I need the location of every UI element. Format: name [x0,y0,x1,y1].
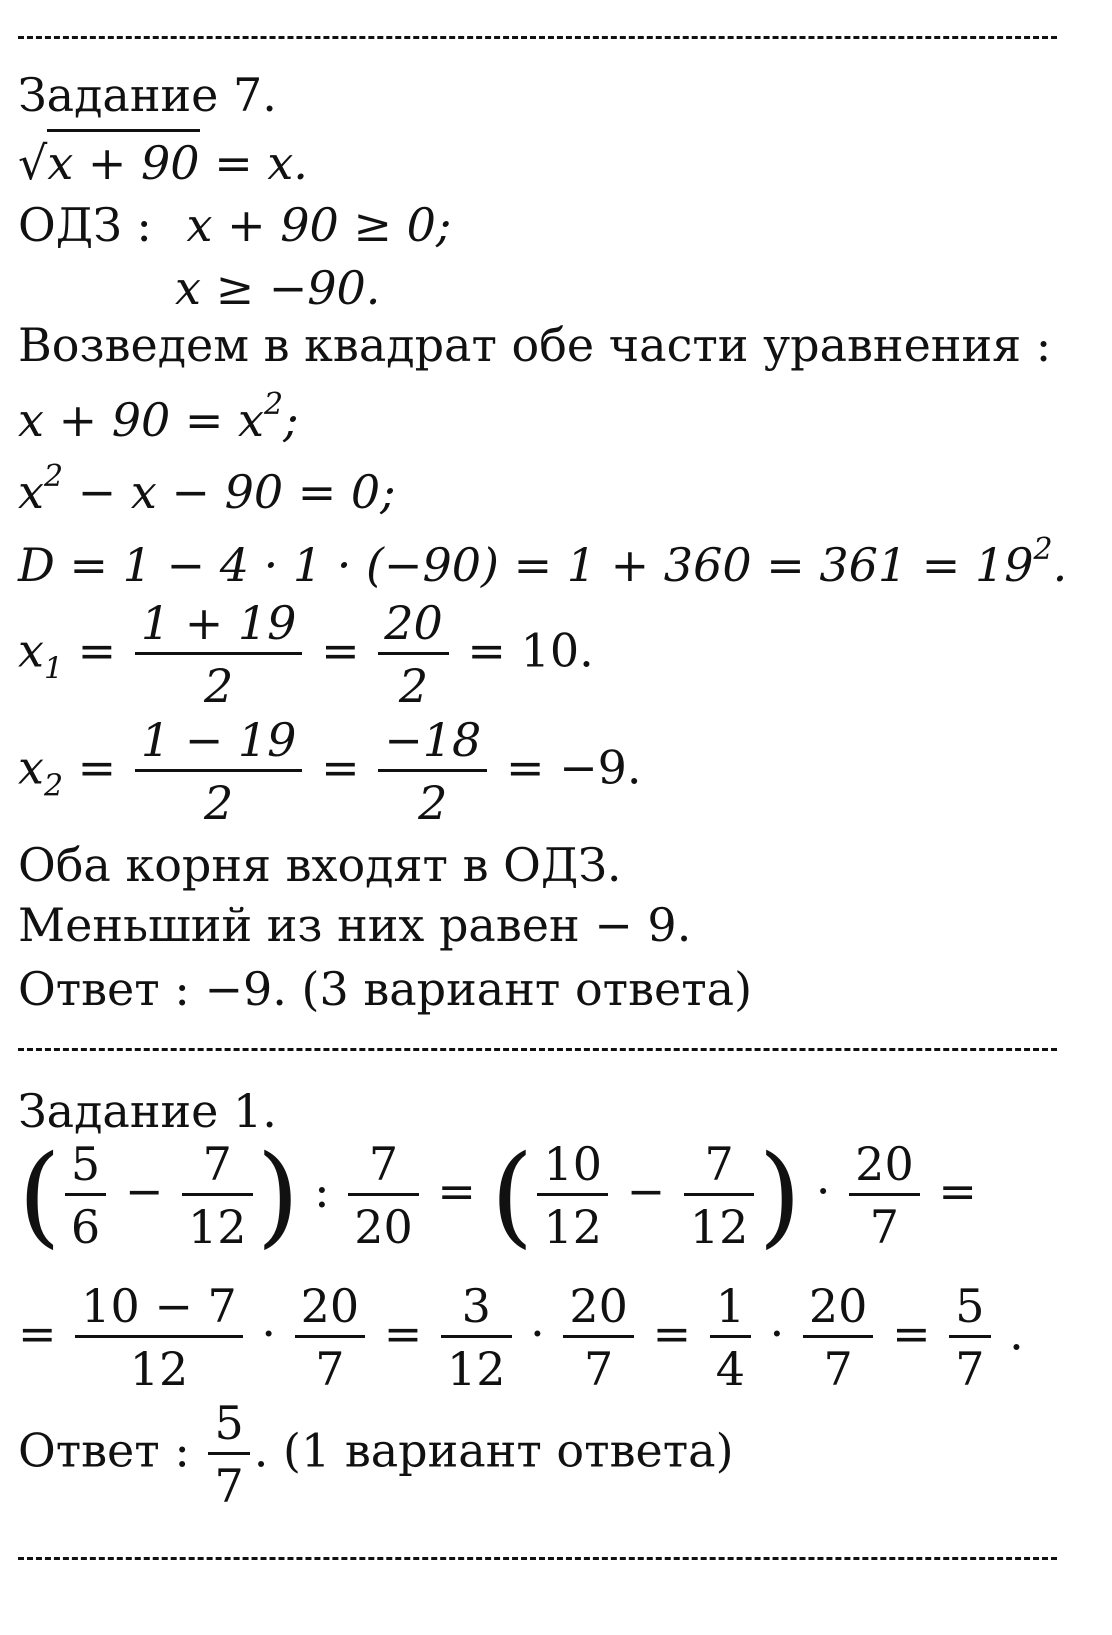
numerator: 1 + 19 [135,600,303,655]
denominator: 12 [543,1199,603,1254]
numerator: 10 [537,1141,608,1196]
task7-heading: Задание 7. [18,68,277,122]
fraction-20-7-d [803,1279,874,1396]
discriminant-end: . [1052,538,1068,592]
discriminant [18,532,1068,592]
denominator: 2 [398,659,429,713]
denominator: 6 [70,1199,101,1254]
fraction-5-7 [949,1279,990,1396]
task7-radicand: x + 90 [47,129,199,190]
denominator: 7 [214,1459,244,1513]
task7-answer: Ответ : −9. (3 вариант ответа) [18,962,753,1016]
task1-answer-label: Ответ : [18,1423,190,1478]
numerator: 10 − 7 [75,1283,243,1338]
discriminant-exponent: 2 [1033,532,1053,567]
x2-result: = −9. [505,740,642,795]
fraction-7-20 [348,1136,419,1254]
answer-fraction-5-7 [208,1396,249,1513]
x1-fraction-2 [378,596,449,713]
numerator: 20 [295,1283,366,1338]
step-2-body: − x − 90 = 0; [63,465,396,519]
x1-subscript: 1 [43,651,64,687]
task1-heading: Задание 1. [18,1084,277,1138]
numerator: 20 [563,1283,634,1338]
x2-label: x [18,740,44,795]
numerator: 1 [710,1283,751,1338]
fraction-10-12 [537,1136,608,1254]
separator-top [18,36,1057,39]
task1-line-1: ( $\frac{5}{6}$ − $\frac{7}{12}$ ) : $\frac{7}{20}$ = ( $\frac{10}{12}$ − $\frac{7}{12}$ ) · $\frac{20}{7}$ = [18,1131,977,1259]
fraction-20-7-c [563,1279,634,1396]
step-1-exponent: 2 [264,387,284,422]
numerator: 20 [803,1283,874,1338]
x2-subscript: 2 [43,768,64,804]
x1-fraction-1 [135,596,303,713]
numerator: 20 [849,1141,920,1196]
x2-fraction-1 [135,713,303,830]
numerator: −18 [378,717,487,772]
step-1-end: ; [283,393,299,447]
numerator: 5 [949,1283,990,1338]
fraction-7-12-b [684,1136,755,1254]
x1-result: = 10. [467,623,594,678]
step-2-exponent: 2 [43,459,64,494]
both-roots-text: Оба корня входят в ОДЗ. [18,838,622,892]
odz-condition-2: x ≥ −90. [175,261,381,315]
denominator: 7 [869,1199,900,1254]
fraction-5-6 [65,1136,106,1254]
root-x1: $x_1$ = $\frac{1 + 19}{2}$ = $\frac{20}{2}$ = 10. [18,596,594,713]
fraction-1-4 [710,1279,751,1396]
denominator: 7 [955,1342,985,1396]
denominator: 4 [715,1342,746,1396]
task1-answer-tail: . (1 вариант ответа) [253,1423,734,1478]
numerator: 5 [65,1141,106,1196]
step-1 [18,387,299,447]
task7-odz [18,198,452,252]
smaller-root-text: Меньший из них равен − 9. [18,898,692,952]
denominator: 12 [689,1199,749,1254]
odz-label: ОДЗ : [18,198,152,252]
discriminant-body: D = 1 − 4 · 1 · (−90) = 1 + 360 = 361 = 19 [18,538,1034,592]
denominator: 2 [418,776,448,830]
task1-line-2: = $\frac{10 - 7}{12}$ · $\frac{20}{7}$ = $\frac{3}{12}$ · $\frac{20}{7}$ = $\frac{1}{4}$ · $\frac{20}{7}$ = $\frac{5}{7}$ . [18,1279,1024,1396]
step-1-body: x + 90 = x [18,393,264,447]
fraction-7-12 [182,1136,253,1254]
denominator: 7 [584,1342,614,1396]
separator-bottom [18,1557,1057,1560]
root-x2: $x_2$ = $\frac{1 - 19}{2}$ = $\frac{-18}{2}$ = −9. [18,713,642,830]
denominator: 12 [188,1199,247,1254]
fraction-20-7-b [295,1279,366,1396]
odz-condition-1: x + 90 ≥ 0; [186,198,452,252]
numerator: 7 [684,1141,755,1196]
denominator: 20 [354,1199,413,1254]
numerator: 5 [208,1400,249,1455]
numerator: 7 [182,1141,253,1196]
step-2 [18,459,396,519]
denominator: 2 [204,659,234,713]
x2-fraction-2 [378,713,487,830]
denominator: 12 [129,1342,189,1396]
denominator: 2 [204,776,234,830]
square-both-sides-text: Возведем в квадрат обе части уравнения : [18,318,1052,372]
fraction-3-12 [441,1279,512,1396]
denominator: 7 [823,1342,853,1396]
numerator: 20 [378,600,449,655]
fraction-10-7-over-12 [75,1279,243,1396]
separator-middle [18,1048,1057,1051]
denominator: 7 [315,1342,345,1396]
step-2-x: x [18,465,44,519]
x1-label: x [18,623,44,678]
numerator: 7 [348,1141,419,1196]
task7-equation-rhs: = x. [199,136,308,190]
fraction-20-7 [849,1136,920,1254]
task1-answer [18,1396,734,1513]
numerator: 1 − 19 [135,717,303,772]
denominator: 12 [446,1342,506,1396]
numerator: 3 [441,1283,512,1338]
task7-equation: √x + 90 = x. [18,140,308,186]
